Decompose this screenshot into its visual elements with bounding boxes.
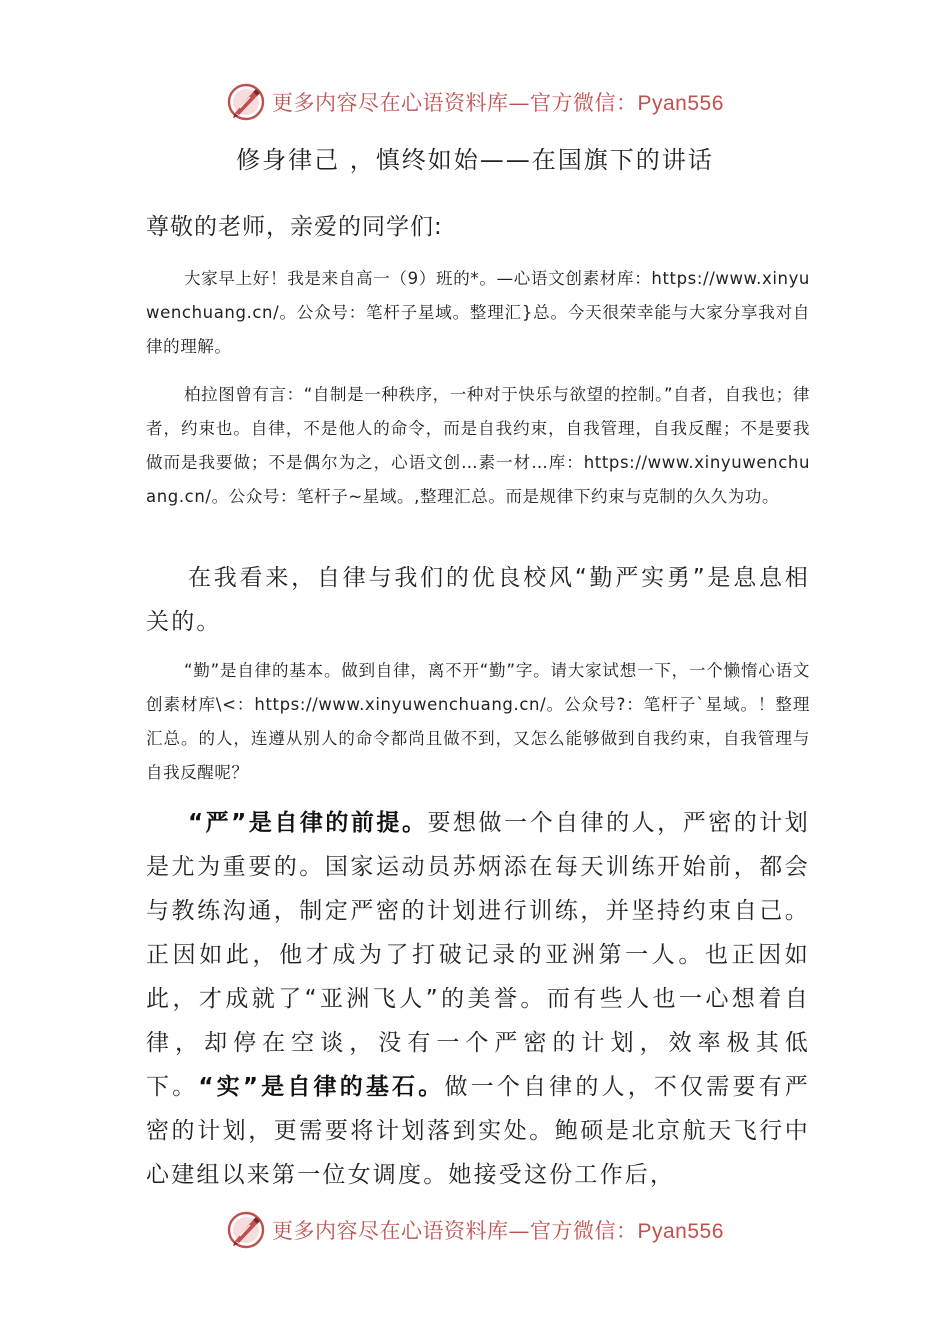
banner-wechat-id: Pyan556 [637,1220,724,1243]
banner-slogan: 更多内容尽在心语资料库—官方微信： [272,1219,638,1243]
pen-logo-icon [226,1210,266,1250]
paragraph-greeting: 大家早上好！我是来自高一（9）班的*。—心语文创素材库：https://www.xinyuwenchuang.cn/。公众号：笔杆子星域。整理汇}总。今天很荣幸能与大家分享我对自律的理解。 [146,269,810,356]
banner-text [272,87,724,117]
heading-strict: “严”是自律的前提。 [188,810,428,836]
heading-practical: “实”是自律的基石。 [198,1074,445,1100]
banner-slogan: 更多内容尽在心语资料库—官方微信： [272,91,638,115]
text-practical: 做一个自律的人，不仅需要有严密的计划，更需要将计划落到实处。鲍硕是北京航天飞行中心建组以来第一位女调度。她接受这份工作后， [146,1074,811,1188]
text-strict: 要想做一个自律的人，严密的计划是尤为重要的。国家运动员苏炳添在每天训练开始前，都会与教练沟通，制定严密的计划进行训练，并坚持约束自己。正因如此，他才成为了打破记录的亚洲第一人。也正因如此，才成就了“亚洲飞人”的美誉。而有些人也一心想着自律，却停在空谈，没有一个严密的计划，效率极其低下。 [146,810,810,1100]
page-title: 修身律己 ，慎终如始——在国旗下的讲话 [236,146,714,174]
paragraph-strict-and-practical [146,801,810,1197]
pen-logo-icon [226,82,266,122]
banner-wechat-id: Pyan556 [637,92,724,115]
paragraph-plato-quote: 柏拉图曾有言：“自制是一种秩序，一种对于快乐与欲望的控制。”自者，自我也；律者，约束也。自律，不是他人的命令，而是自我约束，自我管理，自我反醒；不是要我做而是我要做；不是偶尔为之，心语文创…素一材…库：https://www.xinyuwenchuang.cn/。公众号：笔杆子~星域。,整理汇总。而是规律下约束与克制的久久为功。 [146,385,810,506]
paragraph-school-motto: 在我看来，自律与我们的优良校风“勤严实勇”是息息相关的。 [146,565,810,635]
footer-banner [226,1208,746,1252]
header-banner [226,80,746,124]
salutation: 尊敬的老师，亲爱的同学们: [146,214,443,240]
paragraph-diligence: “勤”是自律的基本。做到自律，离不开“勤”字。请大家试想一下，一个懒惰心语文创素材库\<：https://www.xinyuwenchuang.cn/。公众号?：笔杆子`星域。！整理汇总。的人，连遵从别人的命令都尚且做不到，又怎么能够做到自我约束，自我管理与自我反醒呢？ [146,661,810,782]
banner-text [272,1215,724,1245]
